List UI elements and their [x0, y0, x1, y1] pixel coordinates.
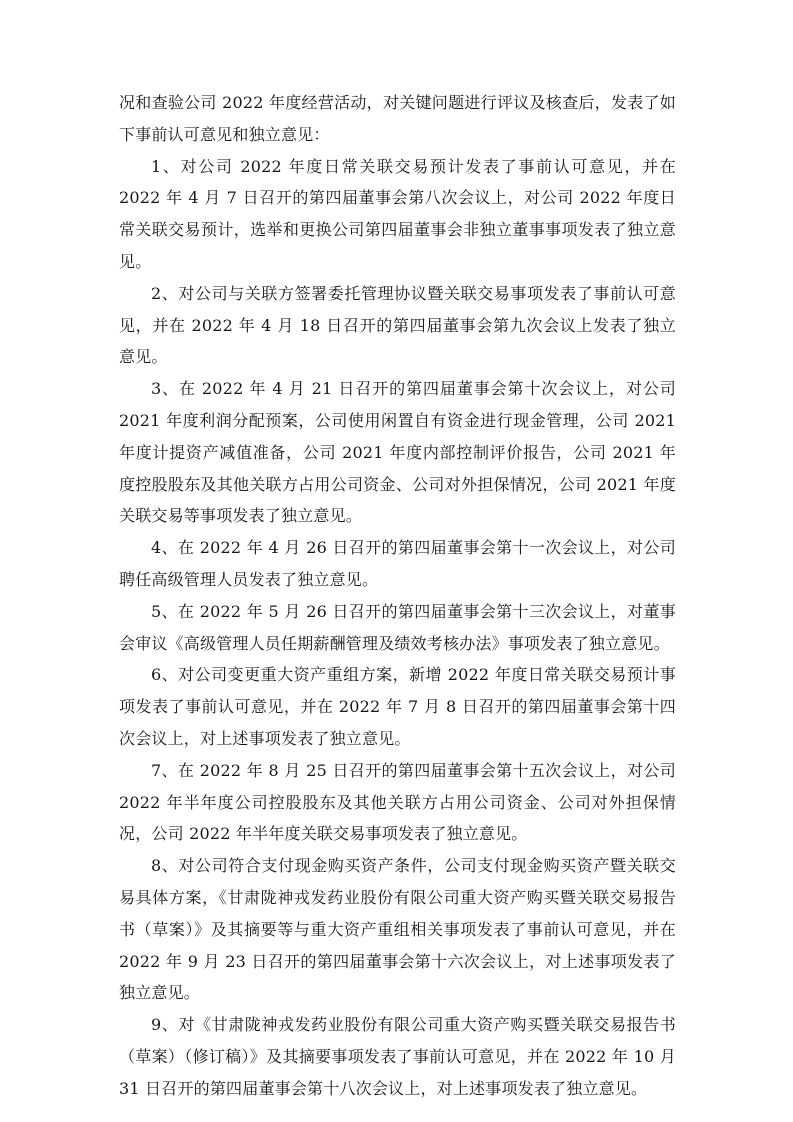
- document-text-block: [119, 87, 676, 1105]
- paragraph-item-7: 7、在 2022 年 8 月 25 日召开的第四届董事会第十五次会议上，对公司 2022 年半年度公司控股股东及其他关联方占用公司资金、公司对外担保情况，公司 2022 年半年度关联交易事项发表了独立意见。: [119, 760, 676, 844]
- paragraph-item-6: 6、对公司变更重大资产重组方案，新增 2022 年度日常关联交易预计事项发表了事前认可意见，并在 2022 年 7 月 8 日召开的第四届董事会第十四次会议上，对上述事项发表了独立意见。: [119, 665, 676, 748]
- paragraph-item-1: 1、对公司 2022 年度日常关联交易预计发表了事前认可意见，并在 2022 年 4 月 7 日召开的第四届董事会第八次会议上，对公司 2022 年度日常关联交易预计，选举和更换公司第四届董事会非独立董事事项发表了独立意见。: [119, 156, 676, 271]
- paragraph-item-4: 4、在 2022 年 4 月 26 日召开的第四届董事会第十一次会议上，对公司聘任高级管理人员发表了独立意见。: [119, 538, 676, 589]
- paragraph-item-3: 3、在 2022 年 4 月 21 日召开的第四届董事会第十次会议上，对公司 2021 年度利润分配预案，公司使用闲置自有资金进行现金管理，公司 2021 年度计提资产减值准备，公司 2021 年度内部控制评价报告，公司 2021 年度控股股东及其他关联方占用公司资金、公司对外担保情况，公司 2021 年度关联交易等事项发表了独立意见。: [119, 379, 676, 526]
- paragraph-item-8: 8、对公司符合支付现金购买资产条件，公司支付现金购买资产暨关联交易具体方案，《甘肃陇神戎发药业股份有限公司重大资产购买暨关联交易报告书（草案）》及其摘要等与重大资产重组相关事项发表了事前认可意见，并在 2022 年 9 月 23 日召开的第四届董事会第十六次会议上，对上述事项发表了独立意见。: [119, 856, 676, 1003]
- paragraph-item-9: 9、对《甘肃陇神戎发药业股份有限公司重大资产购买暨关联交易报告书（草案）（修订稿）》及其摘要事项发表了事前认可意见，并在 2022 年 10 月 31 日召开的第四届董事会第十八次会议上，对上述事项发表了独立意见。: [119, 1015, 676, 1098]
- paragraph-continuation-intro: 况和查验公司 2022 年度经营活动，对关键问题进行评议及核查后，发表了如下事前认可意见和独立意见：: [119, 93, 676, 144]
- paragraph-item-5: 5、在 2022 年 5 月 26 日召开的第四届董事会第十三次会议上，对董事会审议《高级管理人员任期薪酬管理及绩效考核办法》事项发表了独立意见。: [119, 601, 676, 653]
- paragraph-item-2: 2、对公司与关联方签署委托管理协议暨关联交易事项发表了事前认可意见，并在 2022 年 4 月 18 日召开的第四届董事会第九次会议上发表了独立意见。: [119, 283, 676, 367]
